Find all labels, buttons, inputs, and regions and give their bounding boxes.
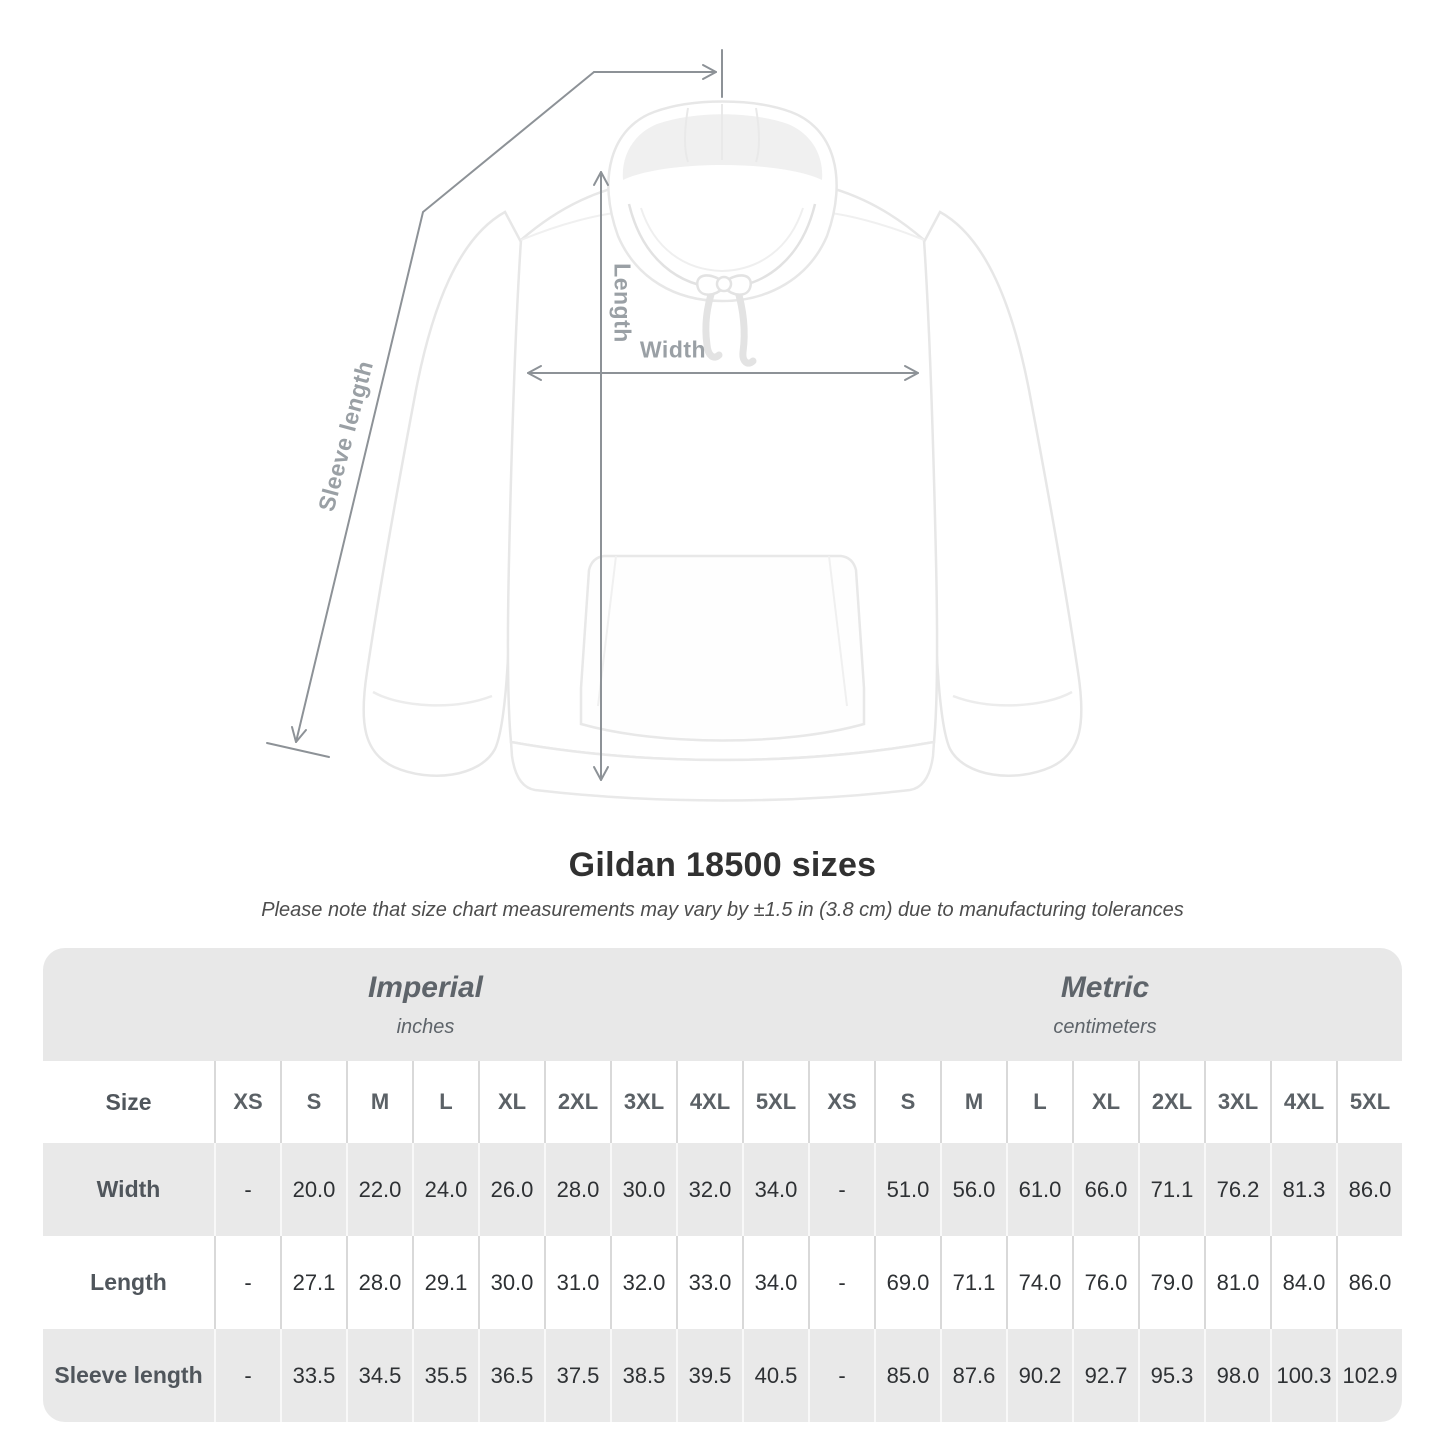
size-col-header: 3XL <box>1204 1061 1270 1143</box>
size-col-header: S <box>874 1061 940 1143</box>
size-col-header: 5XL <box>742 1061 808 1143</box>
value-cell: 61.0 <box>1006 1143 1072 1236</box>
size-table-rows <box>43 1061 1402 1422</box>
length-label: Length <box>609 263 636 343</box>
value-cell: 71.1 <box>940 1236 1006 1329</box>
value-cell: 20.0 <box>280 1143 346 1236</box>
value-cell: 30.0 <box>478 1236 544 1329</box>
value-cell: 92.7 <box>1072 1329 1138 1422</box>
cuff-tick <box>267 743 329 757</box>
value-cell: 35.5 <box>412 1329 478 1422</box>
value-cell: 100.3 <box>1270 1329 1336 1422</box>
value-cell: 30.0 <box>610 1143 676 1236</box>
value-cell: 79.0 <box>1138 1236 1204 1329</box>
value-cell: 40.5 <box>742 1329 808 1422</box>
width-label: Width <box>639 336 707 363</box>
value-cell: 81.3 <box>1270 1143 1336 1236</box>
value-cell: 81.0 <box>1204 1236 1270 1329</box>
value-cell: 76.0 <box>1072 1236 1138 1329</box>
size-col-header: M <box>346 1061 412 1143</box>
row-label: Sleeve length <box>54 1362 203 1388</box>
size-table <box>43 948 1402 1422</box>
value-cell: 98.0 <box>1204 1329 1270 1422</box>
table-row <box>43 1329 1402 1422</box>
value-cell: 39.5 <box>676 1329 742 1422</box>
value-cell: 34.0 <box>742 1236 808 1329</box>
page-title: Gildan 18500 sizes <box>568 846 877 884</box>
value-cell: 69.0 <box>874 1236 940 1329</box>
value-cell: - <box>214 1143 280 1236</box>
value-cell: 24.0 <box>412 1143 478 1236</box>
size-col-header: L <box>412 1061 478 1143</box>
value-cell: 37.5 <box>544 1329 610 1422</box>
value-cell: - <box>214 1329 280 1422</box>
value-cell: - <box>214 1236 280 1329</box>
table-row <box>43 1236 1402 1329</box>
value-cell: 33.0 <box>676 1236 742 1329</box>
size-col-header: XL <box>478 1061 544 1143</box>
size-col-header: M <box>940 1061 1006 1143</box>
value-cell: 76.2 <box>1204 1143 1270 1236</box>
value-cell: 22.0 <box>346 1143 412 1236</box>
row-label: Width <box>96 1176 161 1202</box>
size-col-header: 4XL <box>1270 1061 1336 1143</box>
imperial-title: Imperial <box>367 970 484 1004</box>
value-cell: 86.0 <box>1336 1236 1402 1329</box>
value-cell: 29.1 <box>412 1236 478 1329</box>
tolerance-note: Please note that size chart measurements may vary by ±1.5 in (3.8 cm) due to manufacturing tolerances <box>261 899 1184 921</box>
value-cell: 86.0 <box>1336 1143 1402 1236</box>
table-row <box>43 1061 1402 1143</box>
size-col-header: XS <box>808 1061 874 1143</box>
size-col-header: 2XL <box>544 1061 610 1143</box>
value-cell: 66.0 <box>1072 1143 1138 1236</box>
value-cell: 102.9 <box>1336 1329 1402 1422</box>
metric-unit: centimeters <box>1053 1015 1157 1038</box>
size-col-header: L <box>1006 1061 1072 1143</box>
value-cell: - <box>808 1236 874 1329</box>
value-cell: 31.0 <box>544 1236 610 1329</box>
value-cell: - <box>808 1143 874 1236</box>
value-cell: 71.1 <box>1138 1143 1204 1236</box>
size-column-label: Size <box>105 1088 152 1115</box>
value-cell: 26.0 <box>478 1143 544 1236</box>
value-cell: 95.3 <box>1138 1329 1204 1422</box>
size-col-header: S <box>280 1061 346 1143</box>
table-row <box>43 1143 1402 1236</box>
imperial-unit: inches <box>396 1015 455 1038</box>
hoodie-shape <box>364 102 1082 801</box>
value-cell: 38.5 <box>610 1329 676 1422</box>
value-cell: 28.0 <box>346 1236 412 1329</box>
value-cell: 51.0 <box>874 1143 940 1236</box>
size-col-header: 3XL <box>610 1061 676 1143</box>
value-cell: 34.5 <box>346 1329 412 1422</box>
value-cell: 56.0 <box>940 1143 1006 1236</box>
sleeve-length-label: Sleeve length <box>312 357 379 514</box>
size-col-header: XS <box>214 1061 280 1143</box>
metric-title: Metric <box>1060 970 1150 1004</box>
value-cell: - <box>808 1329 874 1422</box>
size-col-header: 2XL <box>1138 1061 1204 1143</box>
value-cell: 74.0 <box>1006 1236 1072 1329</box>
value-cell: 34.0 <box>742 1143 808 1236</box>
unit-group-band <box>43 948 1402 1061</box>
value-cell: 32.0 <box>676 1143 742 1236</box>
row-label: Length <box>90 1269 167 1295</box>
value-cell: 84.0 <box>1270 1236 1336 1329</box>
size-col-header: 5XL <box>1336 1061 1402 1143</box>
value-cell: 36.5 <box>478 1329 544 1422</box>
value-cell: 33.5 <box>280 1329 346 1422</box>
value-cell: 32.0 <box>610 1236 676 1329</box>
value-cell: 27.1 <box>280 1236 346 1329</box>
imperial-group-header <box>43 948 808 1061</box>
header-block <box>0 846 1445 922</box>
value-cell: 90.2 <box>1006 1329 1072 1422</box>
value-cell: 28.0 <box>544 1143 610 1236</box>
size-col-header: 4XL <box>676 1061 742 1143</box>
value-cell: 85.0 <box>874 1329 940 1422</box>
metric-group-header <box>808 948 1402 1061</box>
value-cell: 87.6 <box>940 1329 1006 1422</box>
size-col-header: XL <box>1072 1061 1138 1143</box>
